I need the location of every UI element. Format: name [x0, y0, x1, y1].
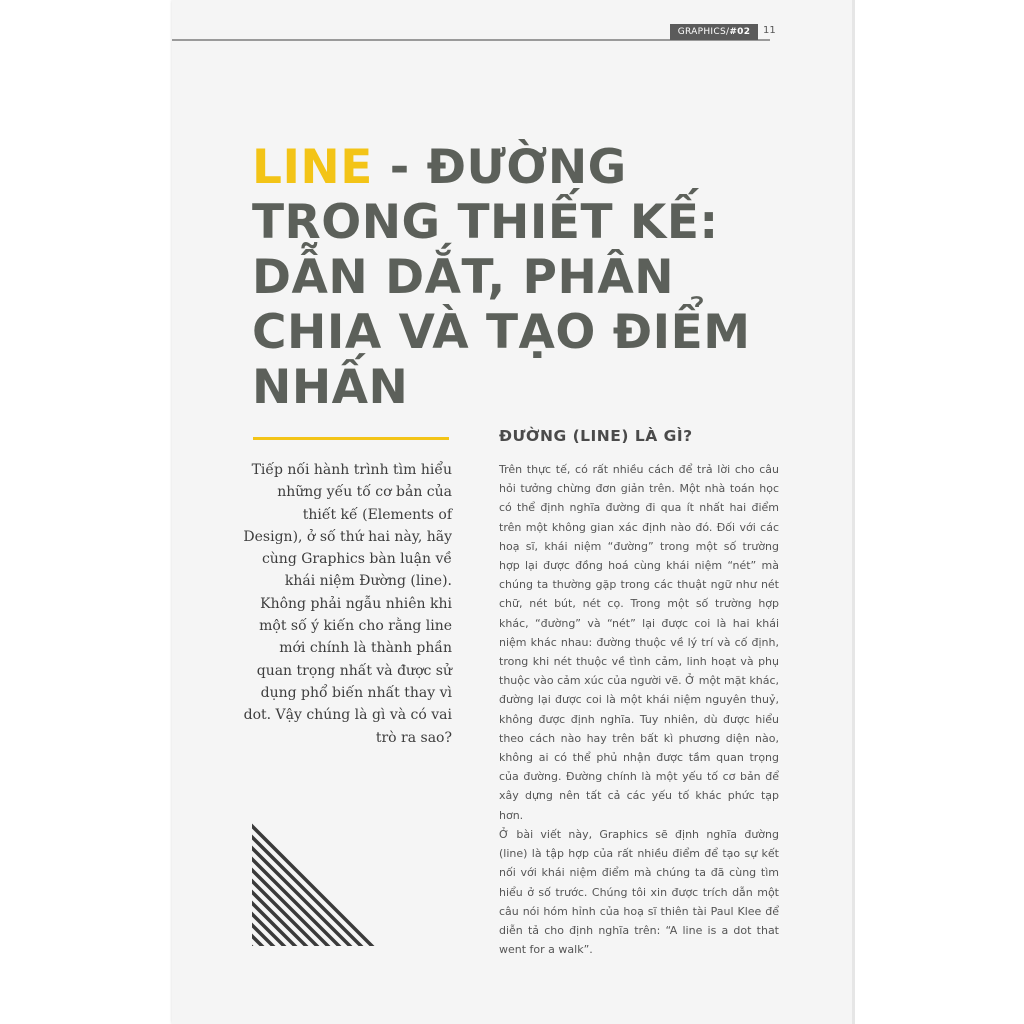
diagonal-stripes-triangle-icon	[252, 818, 382, 948]
section-tag-prefix: GRAPHICS/	[677, 27, 730, 37]
body-paragraph-1: Trên thực tế, có rất nhiều cách để trả lời cho câu hỏi tưởng chừng đơn giản trên. Một nhà toán học có thể định nghĩa đường đi qua ít nhất hai điểm trên một không gian xác định nào đó. Đối với các hoạ sĩ, khái niệm “đường” trong một số trường hợp lại được đồng hoá cùng khái niệm “nét” mà chúng ta thường gặp trong các thuật ngữ như nét chữ, nét bút, nét cọ. Trong một số trường hợp khác, “đường” và “nét” lại được coi là hai khái niệm khác nhau: đường thuộc về lý trí và cố định, trong khi nét thuộc về tình cảm, linh hoạt và phụ thuộc vào cảm xúc của người vẽ. Ở một mặt khác, đường lại được coi là một khái niệm nguyên thuỷ, không được định nghĩa. Tuy nhiên, dù được hiểu theo cách nào hay trên bất kì phương diện nào, không ai có thể phủ nhận được tầm quan trọng của đường. Đường chính là một yếu tố cơ bản để xây dựng nên tất cả các yếu tố khác phức tạp hơn.	[499, 463, 779, 822]
stripe-line	[365, 818, 382, 948]
intro-paragraph: Tiếp nối hành trình tìm hiểu những yếu tố cơ bản của thiết kế (Elements of Design), ở số thứ hai này, hãy cùng Graphics bàn luận về khái niệm Đường (line). Không phải ngẫu nhiên khi một số ý kiến cho rằng line mới chính là thành phần quan trọng nhất và được sử dụng phổ biến nhất thay vì dot. Vậy chúng là gì và có vai trò ra sao?	[243, 462, 452, 746]
body-paragraph-2: Ở bài viết này, Graphics sẽ định nghĩa đường (line) là tập hợp của rất nhiều điểm để tạo sự kết nối với khái niệm điểm mà chúng ta đã cùng tìm hiểu ở số trước. Chúng tôi xin được trích dẫn một câu nói hóm hỉnh của hoạ sĩ thiên tài Paul Klee để diễn tả cho định nghĩa trên: “A line is a dot that went for a walk”.	[499, 828, 779, 957]
article-title	[252, 140, 812, 415]
stripe-line	[288, 818, 382, 948]
article-title-rest: - ĐƯỜNG TRONG THIẾT KẾ: DẪN DẮT, PHÂN CHIA VÀ TẠO ĐIỂM NHẤN	[252, 140, 751, 415]
stripe-line	[354, 818, 382, 948]
section-tag	[670, 24, 758, 40]
article-title-accent: LINE	[252, 140, 373, 195]
stripe-line	[332, 818, 382, 948]
issue-number: #02	[729, 27, 751, 37]
stripe-line	[266, 818, 382, 948]
section-heading: ĐƯỜNG (LINE) LÀ GÌ?	[499, 427, 693, 445]
page-edge	[852, 0, 855, 1024]
stripe-line	[376, 818, 382, 948]
page-number: 11	[763, 25, 776, 36]
stripe-line	[343, 818, 382, 948]
stripe-line	[252, 818, 382, 948]
stripe-line	[277, 818, 382, 948]
intro-accent-rule	[253, 437, 449, 440]
